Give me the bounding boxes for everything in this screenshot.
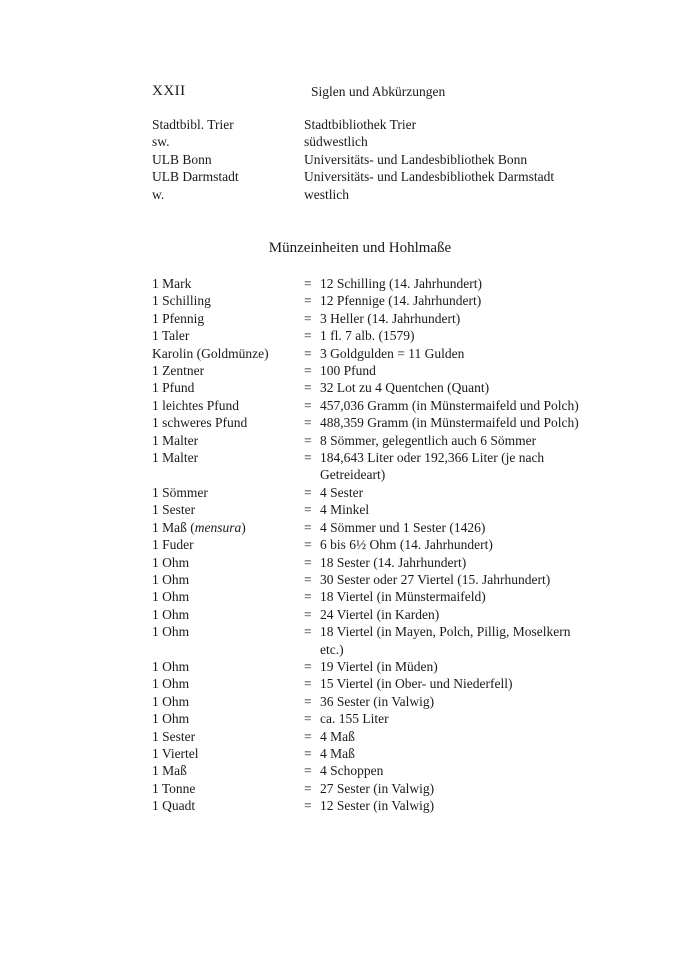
unit-name [152,275,191,292]
unit-name [152,797,195,814]
equals-sign: = [304,745,312,761]
unit-name [152,623,189,640]
unit-row [152,292,632,309]
unit-name-text: 1 Ohm [152,658,190,674]
unit-value [320,484,632,501]
unit-row [152,762,632,779]
abbreviation-row [152,168,652,185]
unit-value-continuation: Getreideart) [320,467,386,483]
unit-name-text: 1 Sester [152,728,196,744]
unit-name-text: 1 Ohm [152,571,190,587]
equals-sign: = [304,554,312,570]
unit-name-text: 1 Mark [152,276,192,291]
unit-value-line: 184,643 Liter oder 192,366 Liter (je nach [320,450,545,466]
unit-name [152,345,269,362]
abbreviation-list [152,116,652,203]
unit-row [152,571,632,588]
unit-name [152,693,189,710]
unit-value-line: 4 Sömmer und 1 Sester (1426) [320,519,486,535]
unit-value-line: 12 Schilling (14. Jahrhundert) [320,276,482,291]
unit-name [152,449,198,466]
equals-sign: = [304,606,312,622]
equals-sign: = [304,415,312,431]
unit-value [320,571,632,588]
unit-row [152,432,632,449]
unit-name [152,658,189,675]
unit-value [320,745,632,762]
equals-sign: = [304,711,312,727]
unit-value [320,606,632,623]
unit-value-line: 3 Goldgulden = 11 Gulden [320,345,465,361]
equals-sign: = [304,780,312,796]
unit-name [152,379,194,396]
unit-value-line: 4 Maß [320,745,355,761]
equals-sign: = [304,502,312,518]
unit-value [320,292,632,309]
unit-value-line: 12 Pfennige (14. Jahrhundert) [320,293,482,309]
unit-value-line: 18 Sester (14. Jahrhundert) [320,554,467,570]
section-heading: Münzeinheiten und Hohlmaße [268,240,452,256]
unit-value [320,623,632,658]
unit-name-text: 1 Ohm [152,606,190,622]
unit-name-text: 1 Taler [152,328,190,344]
abbreviation-description: Universitäts- und Landesbibliothek Darmstadt [304,169,555,185]
unit-value [320,780,632,797]
unit-row [152,519,632,536]
unit-value [320,693,632,710]
equals-sign: = [304,397,312,413]
abbreviation-term: Stadtbibl. Trier [152,117,234,132]
unit-value [320,501,632,518]
unit-row [152,345,632,362]
unit-name-text: 1 Sömmer [152,484,208,500]
unit-value [320,345,632,362]
unit-value [320,658,632,675]
abbreviation-row [152,186,652,203]
unit-row [152,362,632,379]
unit-row [152,554,632,571]
unit-value-line: 32 Lot zu 4 Quentchen (Quant) [320,380,490,396]
unit-name-text: 1 Ohm [152,589,190,605]
unit-value [320,675,632,692]
unit-value [320,519,632,536]
unit-name-text: 1 Pfund [152,380,195,396]
unit-name-text: 1 Pfennig [152,310,205,326]
unit-name-text: 1 Malter [152,450,199,466]
unit-value-line: 6 bis 6½ Ohm (14. Jahrhundert) [320,537,493,553]
unit-value-line: 18 Viertel (in Mayen, Polch, Pillig, Moselkern [320,624,571,640]
unit-value [320,397,632,414]
equals-sign: = [304,658,312,674]
unit-value [320,432,632,449]
unit-name-text: 1 Maß [152,519,187,535]
unit-value [320,536,632,553]
unit-name [152,745,199,762]
unit-value-line: 18 Viertel (in Münstermaifeld) [320,589,486,605]
equals-sign: = [304,676,312,692]
unit-row [152,658,632,675]
running-head: Siglen und Abkürzungen [311,84,446,99]
equals-sign: = [304,763,312,779]
unit-name [152,571,189,588]
unit-row [152,275,632,292]
unit-name [152,501,195,518]
unit-name-text: Karolin (Goldmünze) [152,345,269,361]
abbreviation-row [152,116,652,133]
unit-name [152,675,189,692]
unit-row [152,310,632,327]
unit-name-text: 1 Fuder [152,537,194,553]
equals-sign: = [304,519,312,535]
equals-sign: = [304,363,312,379]
unit-row [152,797,632,814]
unit-name-latin: mensura [194,519,242,535]
unit-name-text: 1 Schilling [152,293,211,309]
equals-sign: = [304,537,312,553]
unit-value-line: 36 Sester (in Valwig) [320,693,435,709]
unit-value-line: 4 Schoppen [320,763,384,779]
unit-value [320,327,632,344]
unit-row [152,780,632,797]
unit-name-text: 1 leichtes Pfund [152,397,239,413]
unit-value [320,310,632,327]
equals-sign: = [304,728,312,744]
abbreviation-description: Stadtbibliothek Trier [304,117,417,132]
unit-value [320,362,632,379]
unit-name [152,327,189,344]
unit-name [152,780,195,797]
unit-value-line: 12 Sester (in Valwig) [320,798,435,814]
unit-row [152,693,632,710]
unit-row [152,606,632,623]
unit-name-text: 1 Ohm [152,693,190,709]
unit-name [152,397,239,414]
unit-row [152,414,632,431]
unit-name-text: 1 Viertel [152,745,199,761]
equals-sign: = [304,571,312,587]
equals-sign: = [304,693,312,709]
unit-name [152,554,189,571]
unit-name-text: 1 Ohm [152,554,190,570]
unit-value [320,449,632,484]
unit-name [152,710,189,727]
unit-value-line: 15 Viertel (in Ober- und Niederfell) [320,676,513,692]
equals-sign: = [304,624,312,640]
page-number: XXII [152,83,186,99]
unit-name-text: 1 Malter [152,432,199,448]
unit-value [320,728,632,745]
unit-name-text: 1 Ohm [152,676,190,692]
units-table [152,275,632,815]
unit-row [152,710,632,727]
unit-value [320,414,632,431]
equals-sign: = [304,293,312,309]
unit-value-line: 3 Heller (14. Jahrhundert) [320,310,461,326]
equals-sign: = [304,276,312,291]
unit-name [152,484,208,501]
unit-value [320,797,632,814]
unit-name [152,606,189,623]
unit-row [152,379,632,396]
equals-sign: = [304,310,312,326]
unit-row [152,327,632,344]
unit-name-text: 1 Maß [152,763,187,779]
unit-name [152,414,247,431]
unit-row [152,484,632,501]
unit-row [152,501,632,518]
unit-name [152,310,204,327]
unit-value [320,710,632,727]
unit-name-text: 1 Sester [152,502,196,518]
unit-name [152,728,195,745]
unit-value-line: 4 Maß [320,728,355,744]
unit-value [320,588,632,605]
unit-value-line: 488,359 Gramm (in Münstermaifeld und Polch) [320,415,579,431]
abbreviation-row [152,151,652,168]
unit-value [320,762,632,779]
unit-name-text: 1 Ohm [152,624,190,640]
unit-value-line: 457,036 Gramm (in Münstermaifeld und Polch) [320,397,579,413]
unit-name-text: 1 Ohm [152,711,190,727]
unit-name-text: 1 Zentner [152,363,205,379]
unit-row [152,588,632,605]
equals-sign: = [304,432,312,448]
equals-sign: = [304,450,312,466]
abbreviation-term: ULB Bonn [152,151,212,167]
unit-row [152,623,632,658]
unit-name-text: 1 Tonne [152,780,196,796]
unit-value-line: 4 Sester [320,484,364,500]
unit-row [152,536,632,553]
unit-value [320,379,632,396]
unit-name [152,588,189,605]
abbreviation-term: ULB Darmstadt [152,169,239,185]
abbreviation-description: südwestlich [304,134,368,150]
abbreviation-row [152,133,652,150]
unit-row [152,728,632,745]
unit-value-line: 27 Sester (in Valwig) [320,780,435,796]
unit-name [152,292,211,309]
unit-value-continuation: etc.) [320,641,344,657]
equals-sign: = [304,798,312,814]
unit-row [152,449,632,484]
equals-sign: = [304,345,312,361]
unit-name [152,762,187,779]
abbreviation-description: westlich [304,186,349,202]
unit-name [152,362,204,379]
unit-name [152,432,198,449]
unit-value-line: 30 Sester oder 27 Viertel (15. Jahrhundert) [320,571,551,587]
unit-value-line: 1 fl. 7 alb. (1579) [320,328,415,344]
unit-value [320,554,632,571]
unit-value [320,275,632,292]
unit-value-line: ca. 155 Liter [320,711,389,727]
abbreviation-term: w. [152,186,165,202]
equals-sign: = [304,328,312,344]
unit-value-line: 19 Viertel (in Müden) [320,658,438,674]
abbreviation-description: Universitäts- und Landesbibliothek Bonn [304,151,528,167]
unit-value-line: 4 Minkel [320,502,370,518]
abbreviation-term: sw. [152,134,170,150]
unit-value-line: 24 Viertel (in Karden) [320,606,440,622]
unit-name [152,536,194,553]
unit-name-text: 1 schweres Pfund [152,415,248,431]
unit-name-text: 1 Quadt [152,798,196,814]
unit-row [152,675,632,692]
unit-name: 1 Maß (mensura) [152,519,246,535]
equals-sign: = [304,589,312,605]
equals-sign: = [304,484,312,500]
unit-row [152,397,632,414]
unit-value-line: 8 Sömmer, gelegentlich auch 6 Sömmer [320,432,537,448]
unit-value-line: 100 Pfund [320,363,376,379]
equals-sign: = [304,380,312,396]
unit-row [152,745,632,762]
